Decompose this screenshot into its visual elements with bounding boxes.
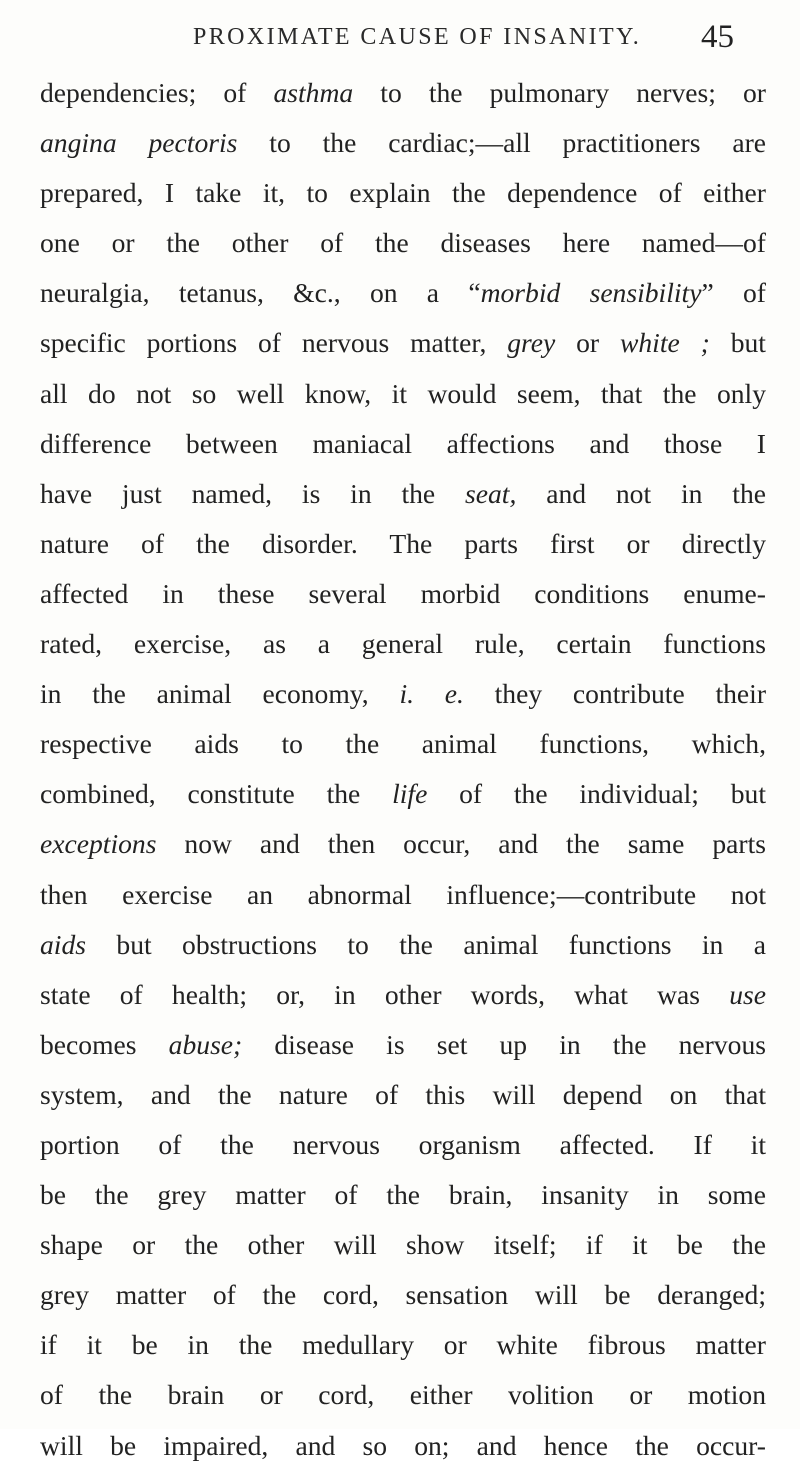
italic-run: use [729,978,766,1010]
text-run: have just named, is in the [40,477,466,509]
text-run: state of health; or, in other words, what was [40,978,730,1010]
text-run: of the brain or cord, either volition or motion [40,1379,766,1411]
text-line [40,118,766,168]
text-run: now and then occur, and the same parts [156,828,766,860]
text-run: to the cardiac;—all practitioners are [237,127,766,159]
text-run: nature of the disorder. The parts first or directly [40,527,766,559]
text-line [40,1070,766,1120]
italic-run: grey [507,327,556,359]
italic-run: life [392,778,428,810]
text-run: dependencies; of [40,77,274,108]
text-line [40,1320,766,1370]
italic-run: exceptions [40,828,157,860]
italic-run: angina pectoris [40,127,238,159]
text-run: or [555,327,620,359]
text-run: all do not so well know, it would seem, that the only [40,377,766,409]
text-line [40,920,766,970]
text-run: combined, constitute the [40,778,393,810]
text-run: becomes [40,1028,169,1060]
text-line [40,218,766,268]
text-line [40,669,766,719]
text-run: but [709,327,766,359]
text-line [40,819,766,869]
text-run: affected in these several morbid conditions enume- [40,577,766,609]
text-line [40,1370,766,1420]
text-run: if it be in the medullary or white fibrous matter [40,1329,766,1361]
text-line [40,870,766,920]
italic-run: asthma [273,77,354,108]
text-line [40,569,766,619]
text-run: grey matter of the cord, sensation will be deranged; [40,1279,766,1311]
text-line [40,1270,766,1320]
text-line [40,1220,766,1270]
text-run: rated, exercise, as a general rule, certain functions [40,628,766,660]
text-run: one or the other of the diseases here named—of [40,227,766,259]
text-line [40,369,766,419]
italic-run: morbid sensibility [480,277,702,309]
italic-run: aids [40,928,86,960]
text-line [40,168,766,218]
text-run: specific portions of nervous matter, [40,327,508,359]
text-run: in the animal economy, [40,678,400,710]
text-run: of the individual; but [427,778,766,810]
text-line [40,318,766,368]
text-run: will be impaired, and so on; and hence the occur- [40,1429,766,1461]
italic-run: white ; [619,327,710,359]
text-run: portion of the nervous organism affected. If it [40,1128,766,1160]
text-line [40,1020,766,1070]
text-run: then exercise an abnormal influence;—contribute not [40,878,766,910]
text-run: and not in the [516,477,766,509]
text-run: shape or the other will show itself; if it be the [40,1229,766,1261]
text-line [40,68,766,118]
text-line [40,519,766,569]
text-run: to the pulmonary nerves; or [353,77,766,108]
running-head [0,20,800,60]
italic-run: abuse; [168,1028,243,1060]
running-title: PROXIMATE CAUSE OF INSANITY. [193,24,642,50]
text-line [40,268,766,318]
text-line [40,769,766,819]
italic-run: seat, [465,477,517,509]
page-number: 45 [701,19,734,55]
body-text [40,68,766,1471]
text-line [40,1120,766,1170]
text-line [40,970,766,1020]
text-run: but obstructions to the animal functions in a [86,928,766,960]
text-line [40,1170,766,1220]
text-run: disease is set up in the nervous [242,1028,766,1060]
italic-run: i. e. [399,678,464,710]
text-line [40,419,766,469]
text-run: ” of [701,277,766,309]
text-line [40,1421,766,1471]
text-line [40,619,766,669]
text-line [40,469,766,519]
text-run: difference between maniacal affections and those I [40,427,766,459]
text-run: be the grey matter of the brain, insanity in some [40,1179,766,1211]
text-run: system, and the nature of this will depend on that [40,1078,766,1110]
text-run: prepared, I take it, to explain the dependence of either [40,177,766,209]
text-run: they contribute their [463,678,767,710]
text-run: respective aids to the animal functions, which, [40,728,766,760]
text-line [40,719,766,769]
text-run: neuralgia, tetanus, &c., on a “ [40,277,481,309]
